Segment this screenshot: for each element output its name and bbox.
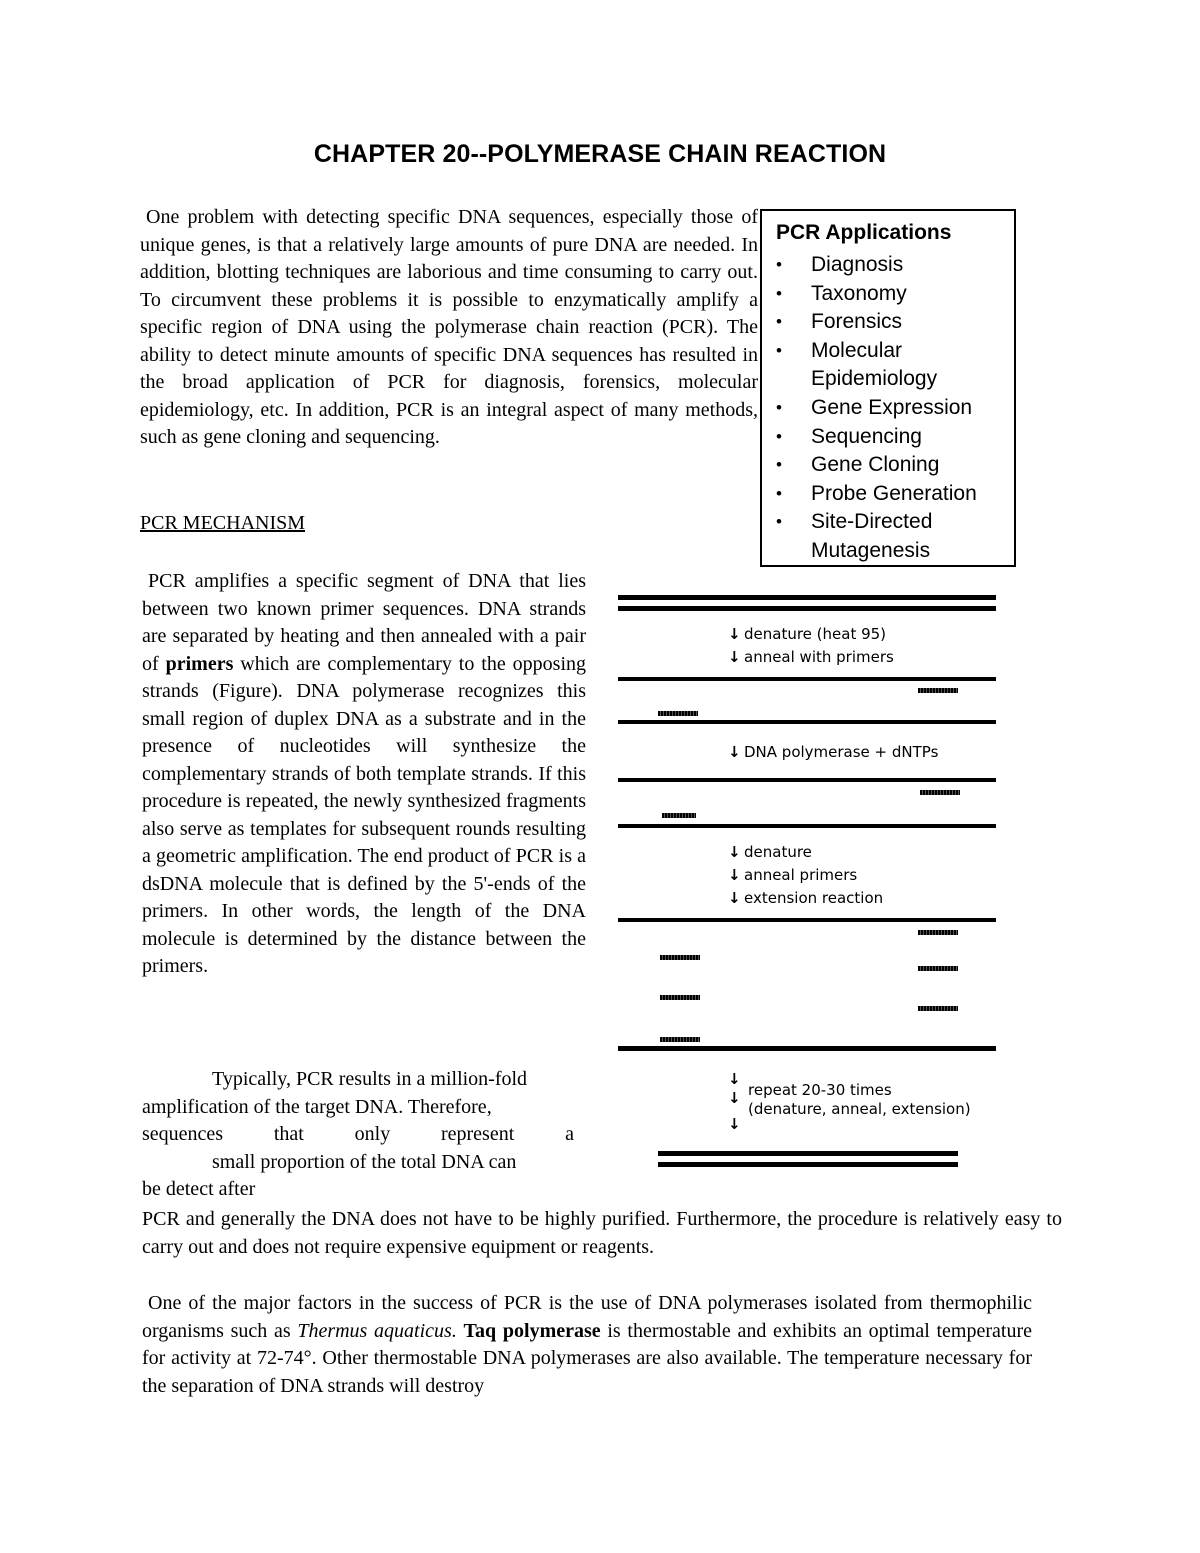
dna-strand [618, 595, 996, 600]
down-arrow-icon: ↓ [728, 1115, 741, 1133]
step-label [728, 866, 857, 884]
primers-term: primers [165, 652, 234, 675]
intro-text: One problem with detecting specific DNA sequences, especially those of unique genes, is that a relatively large amounts of pure DNA are needed. In addition, blotting techniques are laborious and time consuming to carry out. To circumvent these problems it is possible to enzymatically amplify a specific region of DNA using the polymerase chain reaction (PCR). The ability to detect minute amounts of specific DNA sequences has resulted in the broad application of PCR for diagnosis, forensics, molecular epidemiology, etc. In addition, PCR is an integral aspect of many methods, such as gene cloning and sequencing. [140, 206, 758, 448]
typically-line: amplification of the target DNA. Therefore, [142, 1095, 492, 1118]
word: a [565, 1123, 574, 1145]
bullet-icon: • [776, 426, 782, 446]
primer [660, 1037, 700, 1042]
step-text: denature [744, 843, 812, 861]
typically-block [142, 1066, 586, 1204]
typically-line: be detect after [142, 1178, 256, 1200]
step-text: denature (heat 95) [744, 625, 887, 643]
primer [660, 995, 700, 1000]
primer [660, 955, 700, 960]
down-arrow-icon: ↓ [728, 1070, 741, 1088]
down-arrow-icon: ↓ [728, 743, 741, 761]
word: represent [440, 1123, 515, 1145]
step-text: repeat 20-30 times [748, 1081, 892, 1099]
pcr-diagram [600, 585, 1020, 1175]
down-arrow-icon: ↓ [728, 866, 741, 884]
typically-line: Typically, PCR results in a million-fold [212, 1068, 528, 1090]
dna-strand [618, 677, 996, 681]
applications-title: PCR Applications [776, 221, 952, 244]
step-text: anneal primers [744, 866, 858, 884]
list-item [774, 337, 1011, 394]
step-label [728, 1115, 744, 1133]
dna-strand [658, 1151, 958, 1156]
bullet-icon: • [776, 312, 782, 332]
word: sequences [142, 1123, 224, 1145]
step-text: anneal with primers [744, 648, 894, 666]
bullet-icon: • [776, 512, 782, 532]
primer [918, 1006, 958, 1011]
page-title: CHAPTER 20--POLYMERASE CHAIN REACTION [313, 140, 887, 168]
application-label: Gene Expression [811, 395, 973, 419]
dna-strand [618, 918, 996, 922]
primer [918, 966, 958, 971]
primer [918, 688, 958, 693]
application-label: Probe Generation [811, 481, 977, 505]
continuation-paragraph: PCR and generally the DNA does not have to be highly purified. Furthermore, the procedure is relatively easy to carry out and does not require expensive equipment or reagents. [142, 1208, 1062, 1258]
down-arrow-icon: ↓ [728, 648, 741, 666]
mechanism-paragraph [142, 568, 586, 981]
bullet-icon: • [776, 255, 782, 274]
primer [918, 930, 958, 935]
application-label: Site-Directed Mutagenesis [811, 510, 933, 562]
list-item [774, 308, 1011, 337]
taq-paragraph [142, 1290, 1032, 1400]
intro-paragraph [140, 204, 758, 452]
taq-text-2: is thermostable and exhibits an optimal temperature for activity at 72-74°. Other thermostable DNA polymerases are also available. The temperature necessary for the separation of DNA strands will destroy [142, 1319, 1032, 1397]
step-label [728, 743, 938, 761]
applications-box [760, 209, 1016, 567]
step-label [728, 1070, 744, 1088]
step-label [728, 625, 886, 643]
primer [662, 813, 696, 818]
list-item [774, 423, 1011, 452]
down-arrow-icon: ↓ [728, 1089, 741, 1107]
mechanism-text-1: PCR amplifies a specific segment of DNA that lies between two known primer sequences. DNA strands are separated by heating and then annealed with a pair of [142, 570, 586, 675]
dna-strand [618, 824, 996, 828]
dna-strand [658, 1162, 958, 1167]
taq-text-1: One of the major factors in the success of PCR is the use of DNA polymerases isolated from thermophilic organisms such as [142, 1292, 1032, 1342]
bullet-icon: • [776, 455, 782, 475]
mechanism-text-2: which are complementary to the opposing strands (Figure). DNA polymerase recognizes this small region of duplex DNA as a substrate and in the presence of nucleotides will synthesize the complementary strands of both template strands. If this procedure is repeated, the newly synthesized fragments also serve as templates for subsequent rounds resulting a geometric amplification. The end product of PCR is a dsDNA molecule that is defined by the 5'-ends of the primers. In other words, the length of the DNA molecule is determined by the distance between the primers. [142, 652, 587, 977]
list-item [774, 394, 1011, 423]
primer [658, 711, 698, 716]
down-arrow-icon: ↓ [728, 889, 741, 907]
application-label: Forensics [811, 310, 903, 334]
application-label: Diagnosis [811, 253, 904, 276]
step-label [728, 889, 883, 907]
organism-name: Thermus aquaticus. [297, 1319, 457, 1342]
list-item [774, 280, 1011, 309]
dna-strand [618, 720, 996, 724]
section-heading: PCR MECHANISM [140, 512, 306, 534]
bullet-icon: • [776, 483, 782, 503]
step-text: (denature, anneal, extension) [748, 1100, 971, 1118]
taq-polymerase-term: Taq polymerase [463, 1319, 601, 1342]
dna-strand [618, 606, 996, 611]
dna-strand [618, 1046, 996, 1051]
application-label: Sequencing [811, 424, 922, 448]
bullet-icon: • [776, 283, 782, 303]
step-label [728, 843, 812, 861]
step-text: extension reaction [744, 889, 884, 907]
application-label: Molecular Epidemiology [811, 338, 938, 391]
application-label: Gene Cloning [811, 453, 940, 477]
applications-list [774, 251, 1011, 566]
dna-strand [618, 778, 996, 782]
step-label [728, 1089, 744, 1107]
typically-line: small proportion of the total DNA can [212, 1150, 517, 1173]
down-arrow-icon: ↓ [728, 625, 741, 643]
taq-space [457, 1320, 464, 1342]
application-label: Taxonomy [811, 281, 907, 305]
primer [920, 790, 960, 795]
word: only [354, 1123, 391, 1145]
bullet-icon: • [776, 340, 782, 360]
word: that [273, 1123, 304, 1145]
step-text: DNA polymerase + dNTPs [744, 743, 939, 761]
list-item [774, 508, 1011, 565]
list-item [774, 451, 1011, 480]
bullet-icon: • [776, 397, 782, 417]
typically-line [142, 1121, 574, 1149]
list-item [774, 251, 1011, 280]
list-item [774, 480, 1011, 509]
down-arrow-icon: ↓ [728, 843, 741, 861]
step-label [728, 648, 894, 666]
